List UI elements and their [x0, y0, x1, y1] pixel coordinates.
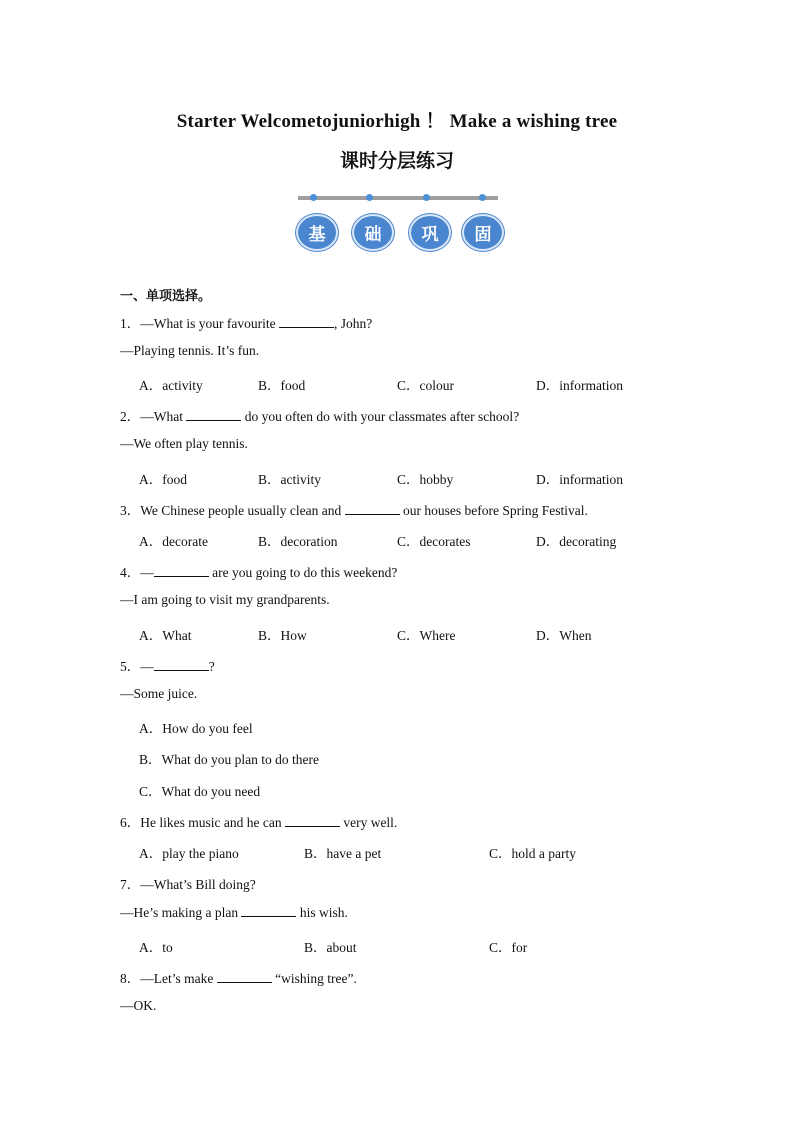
banner-circle: 基: [296, 214, 338, 251]
option-a: A．food: [139, 472, 187, 487]
answer-blank: [154, 564, 209, 577]
option-a: A．activity: [139, 378, 203, 393]
banner-dot: [423, 194, 430, 201]
option-c: C．colour: [397, 378, 454, 393]
option-d: D．When: [536, 628, 592, 643]
option-c: C．hold a party: [489, 846, 576, 861]
page-subtitle: 课时分层练习: [339, 150, 454, 172]
option-b: B．food: [258, 378, 306, 393]
option-d: D．decorating: [536, 534, 617, 549]
option-c: C．decorates: [397, 534, 471, 549]
question-7-stem: 7．—What’s Bill doing?: [120, 877, 256, 892]
banner-dot: [366, 194, 373, 201]
question-3-stem: 3．We Chinese people usually clean and our houses before Spring Festival.: [120, 503, 588, 518]
option-b: B．What do you plan to do there: [139, 752, 319, 767]
section-title: 一、单项选择。: [120, 289, 212, 304]
question-1-reply: —Playing tennis. It’s fun.: [120, 343, 260, 358]
option-b: B．decoration: [258, 534, 338, 549]
question-4-reply: —I am going to visit my grandparents.: [120, 592, 330, 607]
question-2-stem: 2．—What do you often do with your classmates after school?: [120, 409, 520, 424]
option-b: B．about: [304, 940, 357, 955]
section-banner: [296, 194, 500, 254]
banner-circle: 固: [462, 214, 504, 251]
answer-blank: [285, 814, 340, 827]
question-1-stem: 1．—What is your favourite , John?: [120, 316, 373, 331]
banner-dot: [310, 194, 317, 201]
answer-blank: [279, 315, 334, 328]
option-c: C．Where: [397, 628, 456, 643]
option-b: B．have a pet: [304, 846, 382, 861]
answer-blank: [345, 502, 400, 515]
question-5-stem: 5．— ?: [120, 659, 215, 674]
option-b: B．activity: [258, 472, 321, 487]
banner-circle: 巩: [409, 214, 451, 251]
answer-blank: [241, 904, 296, 917]
question-8-stem: 8．—Let’s make “wishing tree”.: [120, 971, 357, 986]
question-2-reply: —We often play tennis.: [120, 436, 248, 451]
option-d: D．information: [536, 378, 623, 393]
answer-blank: [154, 658, 209, 671]
option-a: A．play the piano: [139, 846, 239, 861]
option-c: C．for: [489, 940, 528, 955]
option-c: C．hobby: [397, 472, 454, 487]
answer-blank: [217, 970, 272, 983]
option-a: A．What: [139, 628, 192, 643]
question-4-stem: 4．— are you going to do this weekend?: [120, 565, 398, 580]
question-8-reply: —OK.: [120, 998, 157, 1013]
option-c: C．What do you need: [139, 784, 261, 799]
option-d: D．information: [536, 472, 623, 487]
option-a: A．to: [139, 940, 173, 955]
banner-circle: 础: [352, 214, 394, 251]
page-title: Starter Welcometojuniorhigh ！ Make a wishing tree: [176, 111, 618, 132]
option-b: B．How: [258, 628, 307, 643]
banner-dot: [479, 194, 486, 201]
banner-bar: [298, 196, 498, 200]
question-5-reply: —Some juice.: [120, 686, 198, 701]
option-a: A．How do you feel: [139, 721, 253, 736]
question-6-stem: 6．He likes music and he can very well.: [120, 815, 398, 830]
question-7-reply: —He’s making a plan his wish.: [120, 905, 348, 920]
answer-blank: [186, 408, 241, 421]
option-a: A．decorate: [139, 534, 208, 549]
